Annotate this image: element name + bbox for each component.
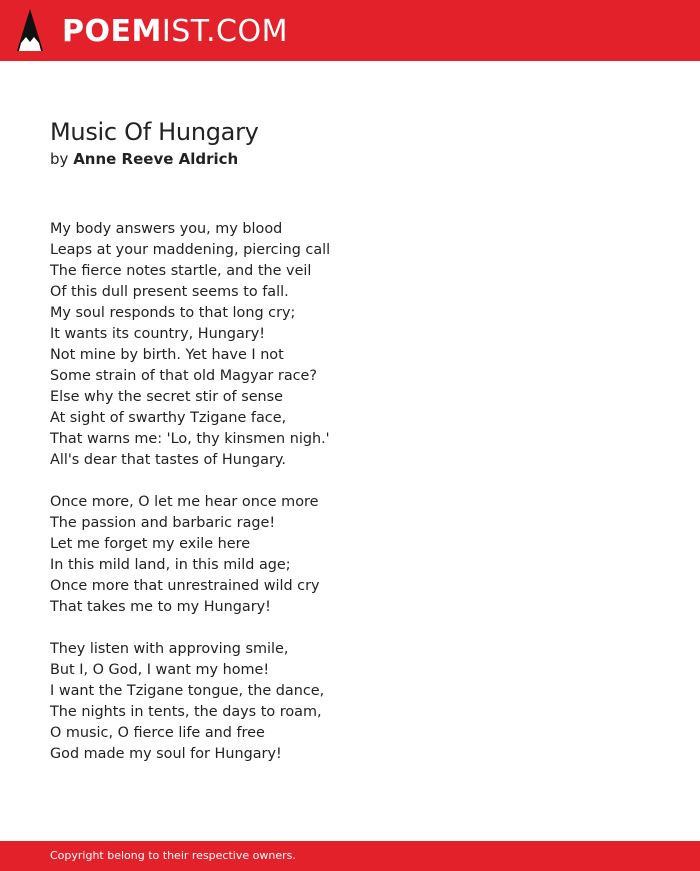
- stanza: [50, 492, 650, 618]
- poem-content: [50, 117, 650, 786]
- poem-line: That takes me to my Hungary!: [50, 599, 271, 615]
- brand-bold-text: POEM: [62, 13, 162, 49]
- stanza: [50, 639, 650, 765]
- brand-light-text: IST.COM: [161, 13, 288, 49]
- poem-line: My body answers you, my blood: [50, 221, 283, 237]
- copyright-text: Copyright belong to their respective owners.: [50, 849, 296, 862]
- poem-line: God made my soul for Hungary!: [50, 746, 282, 762]
- poem-line: Let me forget my exile here: [50, 536, 251, 552]
- poem-line: They listen with approving smile,: [50, 641, 289, 657]
- poem-line: The fierce notes startle, and the veil: [50, 263, 312, 279]
- poem-line: At sight of swarthy Tzigane face,: [50, 410, 287, 426]
- poem-line: O music, O fierce life and free: [50, 725, 265, 741]
- poem-line: In this mild land, in this mild age;: [50, 557, 291, 573]
- site-footer: [0, 841, 700, 871]
- site-logo[interactable]: [62, 12, 288, 50]
- stanza: [50, 219, 650, 471]
- poem-body: [50, 219, 650, 765]
- site-header: [0, 0, 700, 61]
- poem-line: Else why the secret stir of sense: [50, 389, 284, 405]
- byline: [50, 148, 650, 170]
- poem-line: The nights in tents, the days to roam,: [50, 704, 322, 720]
- poem-line: All's dear that tastes of Hungary.: [50, 452, 286, 468]
- poem-line: Once more, O let me hear once more: [50, 494, 319, 510]
- poem-line: Once more that unrestrained wild cry: [50, 578, 320, 594]
- poem-line: Leaps at your maddening, piercing call: [50, 242, 331, 258]
- poem-line: The passion and barbaric rage!: [50, 515, 276, 531]
- poem-line: It wants its country, Hungary!: [50, 326, 265, 342]
- author-name: Anne Reeve Aldrich: [73, 150, 239, 168]
- poem-line: My soul responds to that long cry;: [50, 305, 296, 321]
- poem-line: I want the Tzigane tongue, the dance,: [50, 683, 325, 699]
- poem-title: Music Of Hungary: [50, 118, 259, 146]
- poem-line: But I, O God, I want my home!: [50, 662, 270, 678]
- poem-line: That warns me: 'Lo, thy kinsmen nigh.': [50, 431, 330, 447]
- poem-line: Some strain of that old Magyar race?: [50, 368, 318, 384]
- poem-line: Not mine by birth. Yet have I not: [50, 347, 284, 363]
- poem-line: Of this dull present seems to fall.: [50, 284, 289, 300]
- by-label: by: [50, 150, 69, 168]
- pencil-logo-icon[interactable]: [17, 9, 43, 51]
